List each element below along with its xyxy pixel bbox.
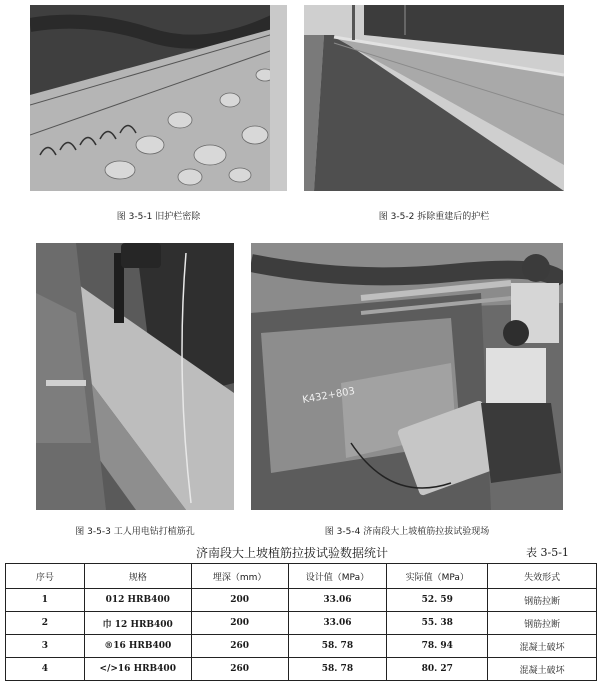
table-row — [6, 635, 597, 658]
cell-spec: </>16 HRB400 — [84, 658, 191, 681]
cell-index: 1 — [6, 589, 85, 612]
header-cell: 失效形式 — [488, 564, 597, 589]
caption-fig-3-5-1: 图 3-5-1 旧护栏密除 — [116, 212, 201, 222]
pullout-test-table — [5, 563, 597, 681]
header-cell: 规格 — [84, 564, 191, 589]
table-number: 表 3-5-1 — [526, 546, 569, 559]
cell-spec: 012 HRB400 — [84, 589, 191, 612]
cell-depth: 260 — [191, 658, 288, 681]
header-cell: 实际值（MPa） — [387, 564, 488, 589]
photo-rebuilt-guardrail — [304, 5, 564, 191]
milestone-marker-text: K432+803 — [301, 385, 356, 406]
table-row — [6, 612, 597, 635]
table-header-row — [6, 564, 597, 589]
photo-old-guardrail-demolition — [30, 5, 287, 191]
cell-failure: 混凝土破坏 — [488, 635, 597, 658]
photo-worker-drilling — [36, 243, 234, 510]
cell-failure: 混凝土破坏 — [488, 658, 597, 681]
cell-actual: 78. 94 — [387, 635, 488, 658]
cell-failure: 钢筋拉断 — [488, 612, 597, 635]
cell-actual: 55. 38 — [387, 612, 488, 635]
header-cell: 设计值（MPa） — [288, 564, 387, 589]
table-title: 济南段大上坡植筋拉拔试验数据统计 — [196, 546, 389, 560]
caption-fig-3-5-4: 图 3-5-4 济南段大上坡植筋拉拔试验现场 — [324, 527, 490, 537]
cell-design: 33.06 — [288, 589, 387, 612]
cell-actual: 52. 59 — [387, 589, 488, 612]
cell-depth: 200 — [191, 612, 288, 635]
cell-index: 2 — [6, 612, 85, 635]
cell-failure: 钢筋拉断 — [488, 589, 597, 612]
caption-fig-3-5-2: 图 3-5-2 拆除重建后的护栏 — [378, 212, 490, 222]
cell-spec: ®16 HRB400 — [84, 635, 191, 658]
cell-index: 4 — [6, 658, 85, 681]
cell-actual: 80. 27 — [387, 658, 488, 681]
table-row — [6, 589, 597, 612]
cell-depth: 260 — [191, 635, 288, 658]
header-cell: 序号 — [6, 564, 85, 589]
cell-design: 58. 78 — [288, 658, 387, 681]
header-cell: 埋深（mm） — [191, 564, 288, 589]
cell-depth: 200 — [191, 589, 288, 612]
table-row — [6, 658, 597, 681]
caption-fig-3-5-3: 图 3-5-3 工人用电钻打植筋孔 — [75, 527, 195, 537]
cell-design: 33.06 — [288, 612, 387, 635]
cell-index: 3 — [6, 635, 85, 658]
photo-pullout-test-site — [251, 243, 563, 510]
cell-spec: 巾 12 HRB400 — [84, 612, 191, 635]
cell-design: 58. 78 — [288, 635, 387, 658]
